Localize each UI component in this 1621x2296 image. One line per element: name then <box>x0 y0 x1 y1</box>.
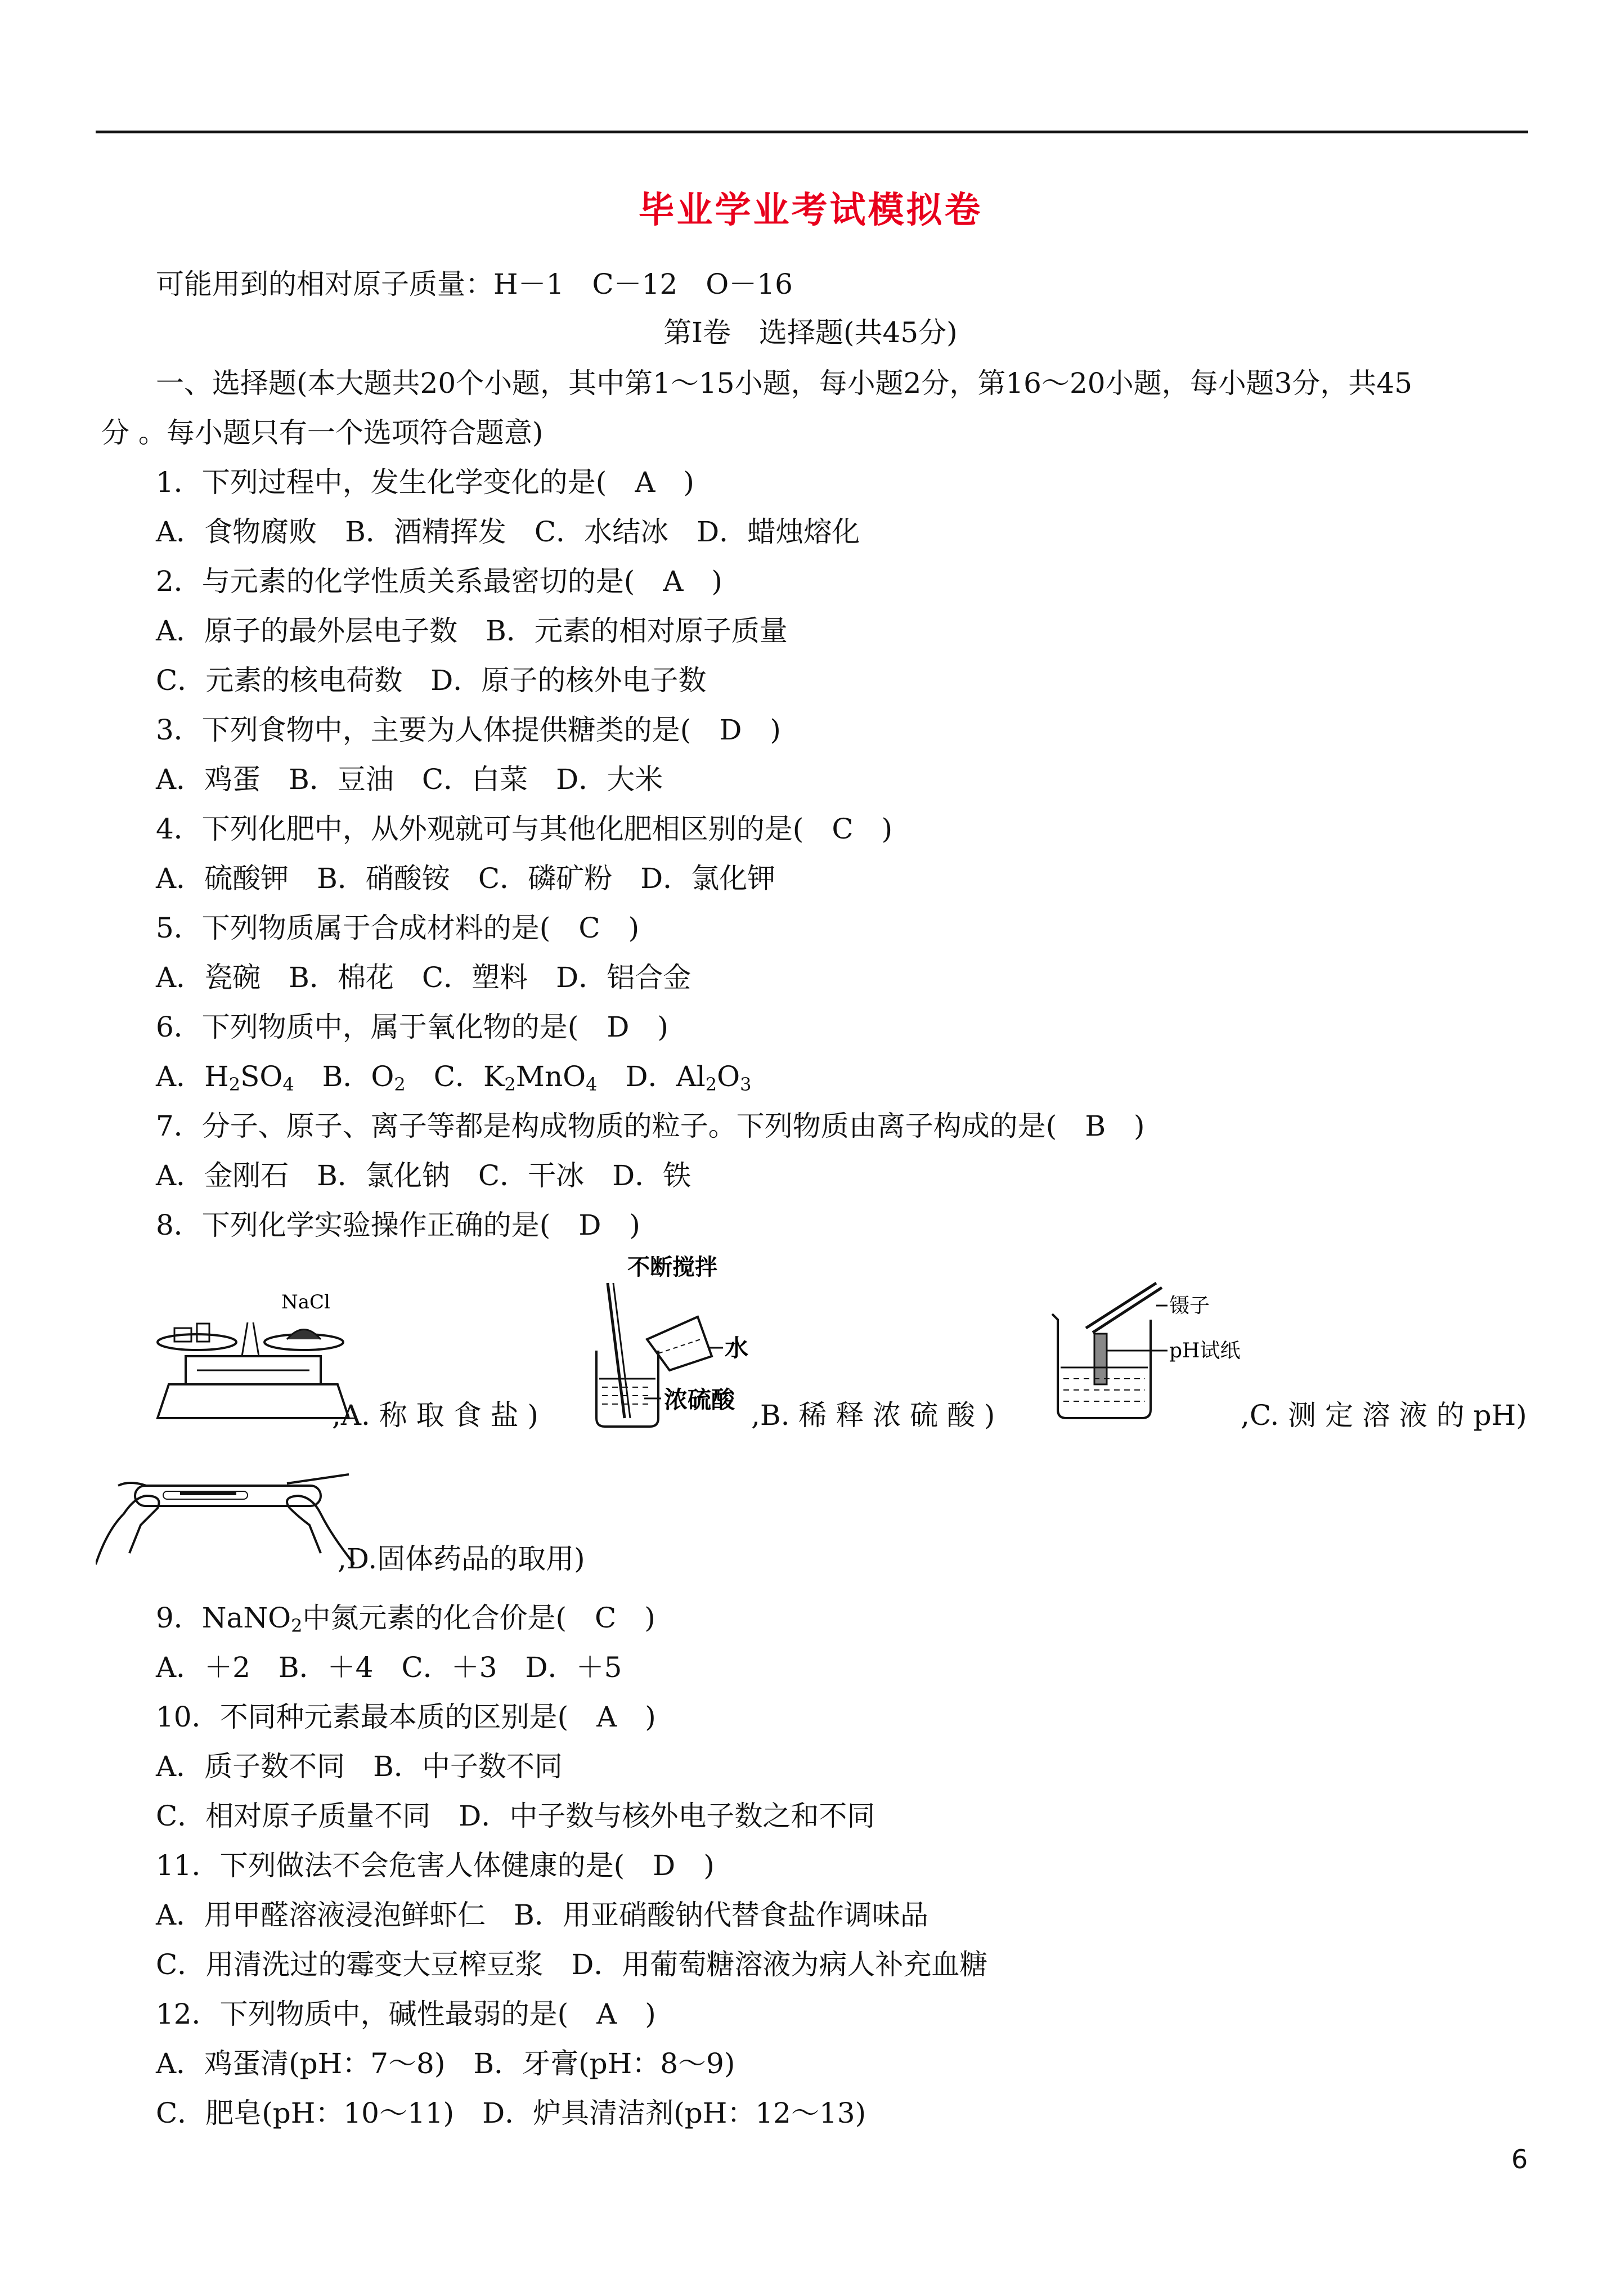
caption-a: ,A. 称 取 食 盐 ) <box>332 1399 538 1432</box>
question-12-options-1: A．鸡蛋清(pH：7～8) B．牙膏(pH：8～9) <box>156 2047 735 2080</box>
caption-c: ,C. 测 定 溶 液 的 pH) <box>1241 1399 1527 1432</box>
balance-figure <box>152 1289 354 1435</box>
question-6: 6．下列物质中，属于氧化物的是( D ) <box>156 1011 668 1043</box>
instructions-line-2: 分 。每小题只有一个选项符合题意) <box>101 416 544 449</box>
question-4-options: A．硫酸钾 B．硝酸铵 C．磷矿粉 D．氯化钾 <box>156 862 776 895</box>
question-7: 7．分子、原子、离子等都是构成物质的粒子。下列物质由离子构成的是( B ) <box>156 1110 1145 1142</box>
question-4: 4．下列化肥中，从外观就可与其他化肥相区别的是( C ) <box>156 813 893 845</box>
question-12: 12．下列物质中，碱性最弱的是( A ) <box>156 1998 656 2030</box>
question-11-options-1: A．用甲醛溶液浸泡鲜虾仁 B．用亚硝酸钠代替食盐作调味品 <box>156 1899 928 1931</box>
question-8: 8．下列化学实验操作正确的是( D ) <box>156 1209 640 1241</box>
caption-b: ,B. 稀 释 浓 硫 酸 ) <box>751 1399 995 1432</box>
question-1-options: A．食物腐败 B．酒精挥发 C．水结冰 D．蜡烛熔化 <box>156 515 860 548</box>
question-2: 2．与元素的化学性质关系最密切的是( A ) <box>156 565 722 598</box>
caption-d: ,D.固体药品的取用) <box>338 1542 585 1575</box>
instructions-line-1: 一、选择题(本大题共20个小题，其中第1～15小题，每小题2分，第16～20小题，每小题3分，共45 <box>156 367 1413 400</box>
acid-label: 浓硫酸 <box>664 1386 735 1414</box>
question-11: 11．下列做法不会危害人体健康的是( D ) <box>156 1849 715 1882</box>
test-tube-figure <box>96 1452 354 1576</box>
question-7-options: A．金刚石 B．氯化钠 C．干冰 D．铁 <box>156 1159 691 1192</box>
nacl-label: NaCl <box>281 1291 330 1313</box>
question-5: 5．下列物质属于合成材料的是( C ) <box>156 912 640 944</box>
question-11-options-2: C．用清洗过的霉变大豆榨豆浆 D．用葡萄糖溶液为病人补充血糖 <box>156 1948 988 1981</box>
question-10-options-1: A．质子数不同 B．中子数不同 <box>156 1750 563 1783</box>
question-2-options-1: A．原子的最外层电子数 B．元素的相对原子质量 <box>156 615 788 647</box>
question-5-options: A．瓷碗 B．棉花 C．塑料 D．铝合金 <box>156 961 691 994</box>
question-10-options-2: C．相对原子质量不同 D．中子数与核外电子数之和不同 <box>156 1800 875 1832</box>
question-1: 1．下列过程中，发生化学变化的是( A ) <box>156 466 694 499</box>
question-2-options-2: C．元素的核电荷数 D．原子的核外电子数 <box>156 664 707 697</box>
question-6-options: A．$H_2SO_4$ B．$O_2$ C．$K_2MnO_4$ D．$Al_2O_3$ <box>156 1060 752 1095</box>
dilution-figure <box>585 1249 771 1435</box>
question-9: 9．NaNO$_2$中氮元素的化合价是( C ) <box>156 1602 655 1636</box>
question-3: 3．下列食物中，主要为人体提供糖类的是( D ) <box>156 714 781 746</box>
question-3-options: A．鸡蛋 B．豆油 C．白菜 D．大米 <box>156 763 663 796</box>
ph-test-figure <box>1047 1272 1260 1424</box>
section-title: 第Ⅰ卷 选择题(共45分) <box>663 316 958 349</box>
stir-label: 不断搅拌 <box>627 1254 717 1280</box>
atomic-mass-line: 可能用到的相对原子质量：H－1 C－12 O－16 <box>156 268 793 301</box>
water-label: 水 <box>725 1334 749 1362</box>
header-rule <box>96 131 1528 133</box>
question-12-options-2: C．肥皂(pH：10～11) D．炉具清洁剂(pH：12～13) <box>156 2097 866 2129</box>
question-9-options: A．＋2 B．＋4 C．＋3 D．＋5 <box>156 1651 622 1684</box>
ph-paper-label: pH试纸 <box>1169 1339 1241 1362</box>
page-title: 毕业学业考试模拟卷 <box>638 189 983 231</box>
question-10: 10．不同种元素最本质的区别是( A ) <box>156 1701 656 1733</box>
page-number: 6 <box>1511 2144 1528 2174</box>
tweezers-label: 镊子 <box>1169 1294 1210 1317</box>
